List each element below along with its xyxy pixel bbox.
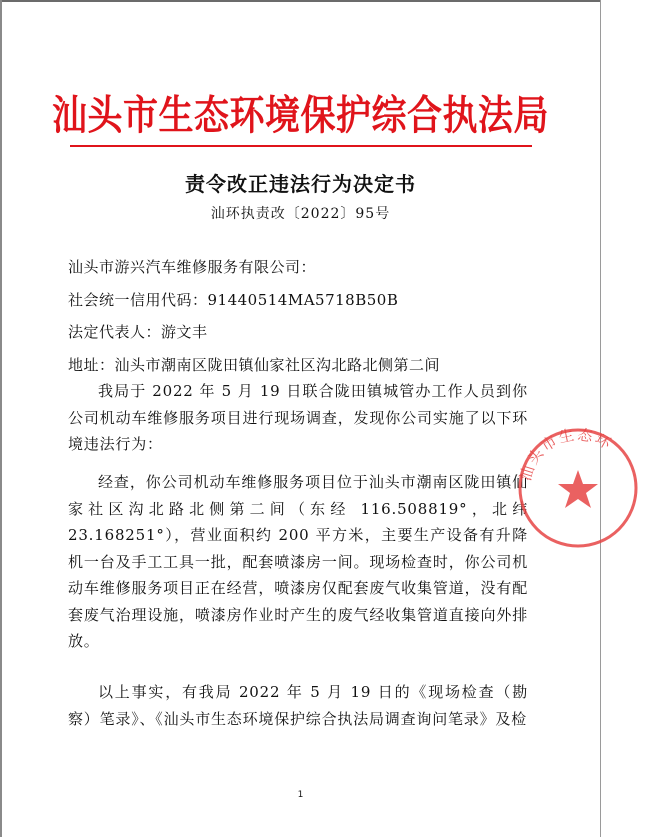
address-line: 地址：汕头市潮南区陇田镇仙家社区沟北路北侧第二间 [68, 356, 441, 374]
body-paragraph-3: 以上事实，有我局 2022 年 5 月 19 日的《现场检查（勘察）笔录》、《汕头市生态环境保护综合执法局调查询问笔录》及检 [68, 683, 528, 728]
document-number: 汕环执责改〔2022〕95号 [210, 206, 391, 222]
organization-header: 汕头市生态环境保护综合执法局 [51, 92, 549, 140]
seal-star-icon [558, 470, 598, 508]
credit-code-line: 社会统一信用代码：91440514MA5718B50B [68, 291, 399, 309]
official-seal [508, 418, 648, 558]
page-border-top [0, 0, 601, 2]
legal-representative-line: 法定代表人：游文丰 [68, 323, 208, 341]
svg-text:汕头市生态环 [516, 425, 615, 483]
seal-text: 汕头市生态环 [516, 425, 616, 484]
recipient-line: 汕头市游兴汽车维修服务有限公司： [68, 258, 317, 276]
body-paragraph-2: 经查，你公司机动车维修服务项目位于汕头市潮南区陇田镇仙家社区沟北路北侧第二间（东经 116.508819°，北纬 23.168251°），营业面积约 200 平方米，主要生产设备有升降机一台及手工工具一批，配套喷漆房一间。现场检查时，你公司机动车维修服务项目正在经营，喷漆房仅配套废气收集管道，没有配套废气治理设施，喷漆房作业时产生的废气经收集管道直接向外排放。 [68, 473, 528, 650]
document-title: 责令改正违法行为决定书 [185, 172, 416, 196]
body-paragraph-1: 我局于 2022 年 5 月 19 日联合陇田镇城管办工作人员到你公司机动车维修服务项目进行现场调查，发现你公司实施了以下环境违法行为： [68, 382, 528, 453]
page-number: 1 [297, 790, 304, 800]
red-divider-line [70, 145, 532, 147]
